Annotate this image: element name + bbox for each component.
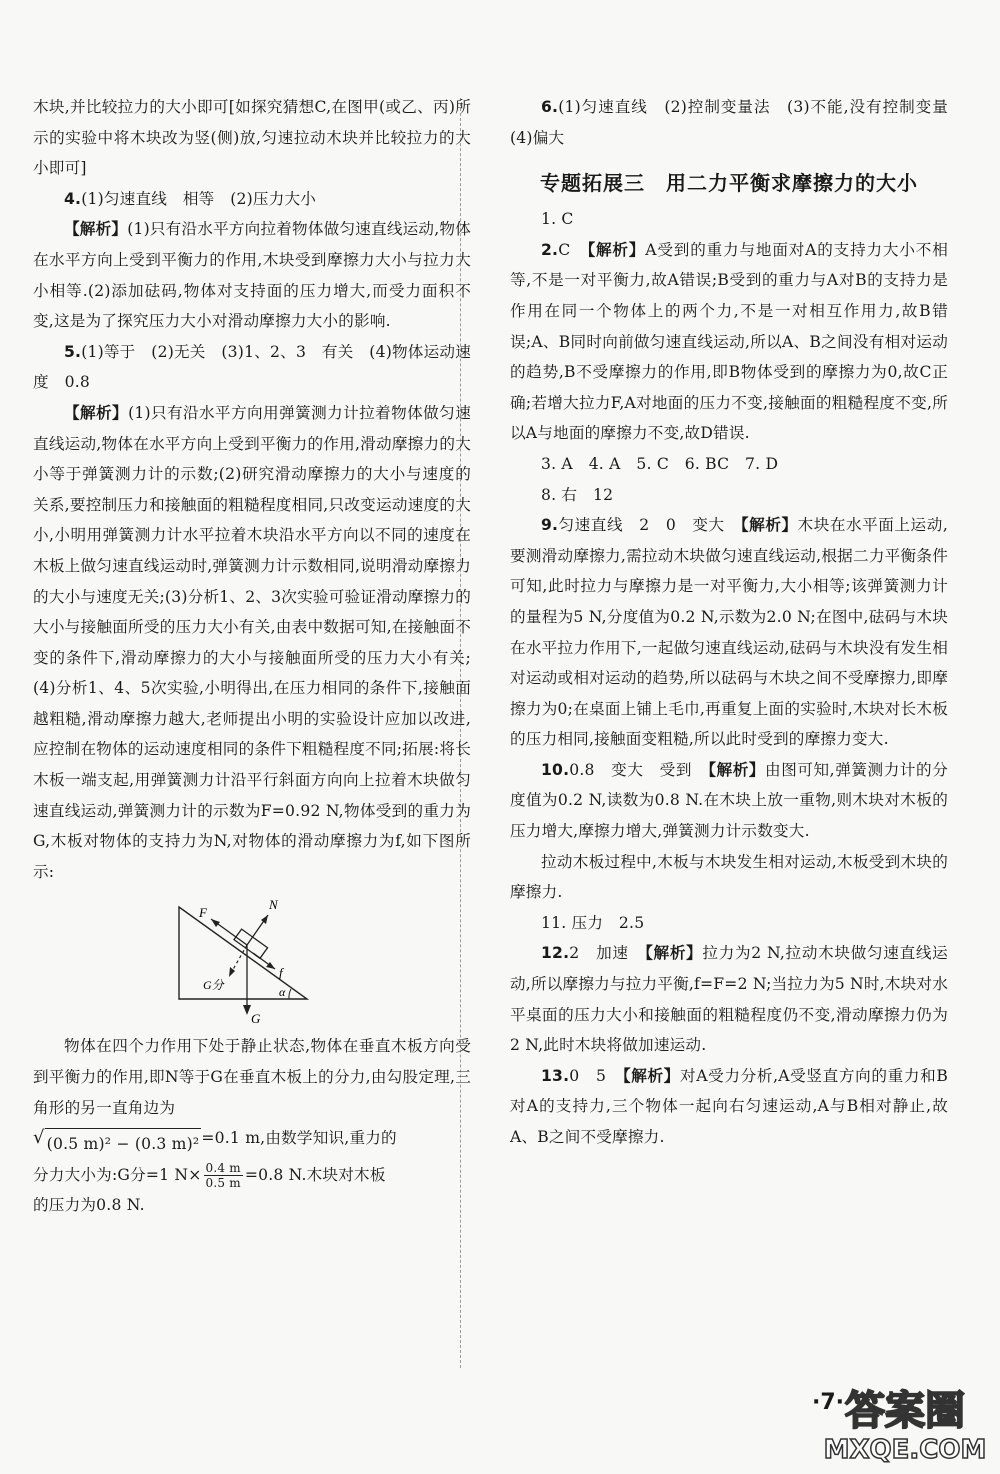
equation-line-sqrt: √ (0.5 m)² − (0.3 m)² =0.1 m,由数学知识,重力的	[33, 1123, 471, 1160]
paragraph-conclusion: 的压力为0.8 N.	[33, 1196, 145, 1215]
label-G-component: G分	[203, 978, 224, 993]
paragraph-force-analysis: 物体在四个力作用下处于静止状态,物体在垂直木板方向受到平衡力的作用,即N等于G在垂直木板上的分力,由勾股定理,三角形的另一直角边为	[33, 1037, 471, 1117]
label-F: F	[199, 905, 207, 921]
right-column	[510, 92, 964, 1153]
sqrt-expression: √ (0.5 m)² − (0.3 m)²	[33, 1128, 201, 1160]
equation-line-gfen: 分力大小为:G分=1 N× $\frac{0.4 m}{0.5 m}$ =0.8 N.木块对木板	[33, 1161, 386, 1191]
label-N: N	[269, 897, 278, 913]
page-number: ·7·	[812, 1390, 845, 1415]
fraction: $\frac{0.4 m}{0.5 m}$	[205, 1161, 241, 1191]
watermark-logo	[820, 1378, 990, 1466]
answer-q4: 4.(1)匀速直线 相等 (2)压力大小	[64, 189, 317, 208]
label-G: G	[251, 1011, 261, 1026]
section-title: 专题拓展三 用二力平衡求摩擦力的大小	[540, 171, 918, 196]
analysis-q5: 【解析】(1)只有沿水平方向用弹簧测力计拉着物体做匀速直线运动,物体在水平方向上受到平衡力的作用,滑动摩擦力的大小等于弹簧测力计的示数;(2)研究滑动摩擦力的大小与速度的关系,要控制压力和接触面的粗糙程度相同,只改变运动速度的大小,小明用弹簧测力计水平拉着木块沿水平方向以不同的速度在木板上做匀速直线运动时,弹簧测力计示数相同,说明滑动摩擦力的大小与速度无关;(3)分析1、2、3次实验可验证滑动摩擦力的大小与接触面所受的压力大小有关,由表中数据可知,在接触面不变的条件下,滑动摩擦力的大小与接触面所受的压力大小有关;(4)分析1、4、5次实验,小明得出,在压力相同的条件下,接触面越粗糙,滑动摩擦力越大,老师提出小明的实验设计应加以改进,应控制在物体的运动速度相同的条件下粗糙程度不同;拓展:将长木板一端支起,用弹簧测力计沿平行斜面方向向上拉着木块做匀速直线运动,弹簧测力计的示数为F=0.92 N,物体受到的重力为G,木板对物体的支持力为N,对物体的滑动摩擦力为f,如下图所示:	[33, 402, 471, 881]
left-column	[33, 92, 471, 1221]
answers-q3-q7: 3. A 4. A 5. C 6. BC 7. D	[541, 454, 779, 473]
answer-q5: 5.(1)等于 (2)无关 (3)1、2、3 有关 (4)物体运动速度 0.8	[33, 342, 471, 392]
label-alpha: α	[279, 985, 286, 1000]
answer-q1: 1. C	[541, 210, 574, 229]
answer-q10: 10.0.8 变大 受到 【解析】由图可知,弹簧测力计的分度值为0.2 N,读数为0.8 N.在木块上放一重物,则木块对木板的压力增大,摩擦力增大,弹簧测力计示数变大.	[510, 759, 948, 841]
answer-q11: 11. 压力 2.5	[541, 913, 645, 932]
label-f: f	[279, 965, 283, 981]
answer-q8: 8. 右 12	[541, 485, 614, 504]
paragraph-continuation: 木块,并比较拉力的大小即可[如探究猜想C,在图甲(或乙、丙)所示的实验中将木块改为竖(侧)放,匀速拉动木块并比较拉力的大小即可]	[33, 98, 471, 178]
answer-q6: 6.(1)匀速直线 (2)控制变量法 (3)不能,没有控制变量 (4)偏大	[510, 98, 964, 147]
analysis-q4: 【解析】(1)只有沿水平方向拉着物体做匀速直线运动,物体在水平方向上受到平衡力的作用,木块受到摩擦力大小与拉力大小相等.(2)添加砝码,物体对支持面的压力增大,而受力面积不变,这是为了探究压力大小对滑动摩擦力大小的影响.	[33, 219, 471, 331]
answer-q13: 13.0 5 【解析】对A受力分析,A受竖直方向的重力和B对A的支持力,三个物体一起向右匀速运动,A与B相对静止,故A、B之间不受摩擦力.	[510, 1065, 948, 1146]
answer-q9: 9.匀速直线 2 0 变大 【解析】木块在水平面上运动,要测滑动摩擦力,需拉动木块做匀速直线运动,根据二力平衡条件可知,此时拉力与摩擦力是一对平衡力,大小相等;该弹簧测力计的量程为5 N,分度值为0.2 N,示数为2.0 N;在图中,砝码与木块在水平拉力作用下,一起做匀速直线运动,砝码与木块没有发生相对运动或相对运动的趋势,所以砝码与木块之间不受摩擦力,即摩擦力为0;在桌面上铺上毛巾,再重复上面的实验时,木块对长木板的压力相同,接触面变粗糙,所以此时受到的摩擦力变大.	[510, 515, 948, 749]
answer-q12: 12.2 加速 【解析】拉力为2 N,拉动木块做匀速直线运动,所以摩擦力与拉力平衡,f=F=2 N;当拉力为5 N时,木块对水平桌面的压力大小和接触面的粗糙程度仍不变,滑动摩擦力仍为2 N,此时木块将做加速运动.	[510, 943, 949, 1055]
incline-force-diagram	[169, 893, 319, 1025]
watermark-text: 答案圈	[845, 1388, 965, 1434]
analysis-q10-continued: 拉动木板过程中,木板与木块发生相对运动,木板受到木块的摩擦力.	[510, 852, 948, 902]
answer-q2: 2.C 【解析】A受到的重力与地面对A的支持力大小不相等,不是一对平衡力,故A错误;B受到的重力与A对B的支持力是作用在同一个物体上的两个力,不是一对相互作用力,故B错误;A、B同时向前做匀速直线运动,所以A、B之间没有相对运动的趋势,B不受摩擦力的作用,即B物体受到的摩擦力为0,故C正确;若增大拉力F,A对地面的压力不变,接触面的粗糙程度不变,所以A与地面的摩擦力不变,故D错误.	[510, 239, 948, 443]
watermark-url: MXQE.COM	[823, 1435, 987, 1465]
